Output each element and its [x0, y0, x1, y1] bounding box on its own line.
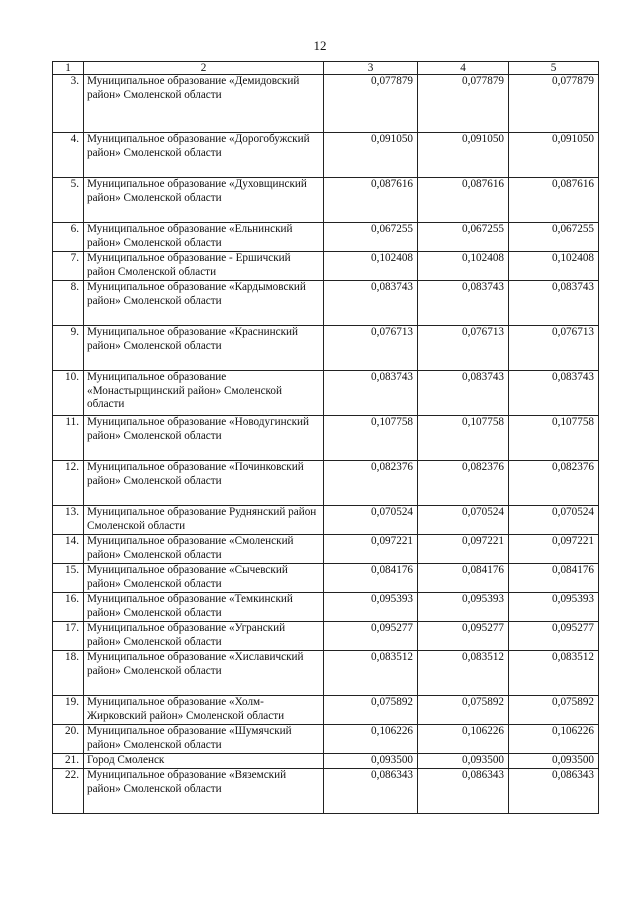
- municipality-name: Муниципальное образование «Краснинский район» Смоленской области: [84, 326, 324, 371]
- municipality-name: Муниципальное образование «Хиславичский район» Смоленской области: [84, 651, 324, 696]
- value-col-4: 0,082376: [418, 461, 509, 506]
- row-number: 17.: [53, 622, 84, 651]
- municipality-name: Муниципальное образование «Темкинский район» Смоленской области: [84, 593, 324, 622]
- coefficients-table: [52, 61, 599, 814]
- value-col-4: 0,067255: [418, 223, 509, 252]
- municipality-name: Муниципальное образование «Вяземский район» Смоленской области: [84, 769, 324, 814]
- row-number: 15.: [53, 564, 84, 593]
- row-number: 12.: [53, 461, 84, 506]
- municipality-name: Муниципальное образование «Угранский район» Смоленской области: [84, 622, 324, 651]
- value-col-4: 0,075892: [418, 696, 509, 725]
- table-header: [53, 62, 599, 75]
- table-row: [53, 769, 599, 814]
- table-row: [53, 371, 599, 416]
- value-col-3: 0,102408: [324, 252, 418, 281]
- value-col-5: 0,106226: [509, 725, 599, 754]
- table-row: [53, 622, 599, 651]
- table-row: [53, 651, 599, 696]
- table-row: [53, 75, 599, 133]
- table-row: [53, 281, 599, 326]
- value-col-4: 0,087616: [418, 178, 509, 223]
- value-col-4: 0,102408: [418, 252, 509, 281]
- value-col-5: 0,077879: [509, 75, 599, 133]
- municipality-name: Муниципальное образование «Дорогобужский район» Смоленской области: [84, 133, 324, 178]
- municipality-name: Муниципальное образование «Новодугинский район» Смоленской области: [84, 416, 324, 461]
- page-number: 12: [313, 38, 327, 53]
- value-col-4: 0,083512: [418, 651, 509, 696]
- column-header-5: 5: [509, 62, 599, 75]
- table-row: [53, 178, 599, 223]
- value-col-3: 0,077879: [324, 75, 418, 133]
- municipality-name: Муниципальное образование «Демидовский район» Смоленской области: [84, 75, 324, 133]
- value-col-4: 0,070524: [418, 506, 509, 535]
- value-col-3: 0,087616: [324, 178, 418, 223]
- value-col-3: 0,086343: [324, 769, 418, 814]
- row-number: 13.: [53, 506, 84, 535]
- table-row: [53, 506, 599, 535]
- value-col-5: 0,107758: [509, 416, 599, 461]
- row-number: 14.: [53, 535, 84, 564]
- municipality-name: Муниципальное образование «Смоленский район» Смоленской области: [84, 535, 324, 564]
- row-number: 18.: [53, 651, 84, 696]
- table-row: [53, 593, 599, 622]
- value-col-4: 0,084176: [418, 564, 509, 593]
- value-col-5: 0,083743: [509, 281, 599, 326]
- row-number: 19.: [53, 696, 84, 725]
- municipality-name: Муниципальное образование «Холм-Жирковский район» Смоленской области: [84, 696, 324, 725]
- row-number: 20.: [53, 725, 84, 754]
- value-col-5: 0,082376: [509, 461, 599, 506]
- table-row: [53, 696, 599, 725]
- value-col-4: 0,083743: [418, 371, 509, 416]
- value-col-3: 0,083743: [324, 371, 418, 416]
- table-row: [53, 326, 599, 371]
- value-col-5: 0,095277: [509, 622, 599, 651]
- value-col-3: 0,083743: [324, 281, 418, 326]
- value-col-4: 0,107758: [418, 416, 509, 461]
- value-col-3: 0,067255: [324, 223, 418, 252]
- table-row: [53, 416, 599, 461]
- value-col-4: 0,106226: [418, 725, 509, 754]
- row-number: 21.: [53, 754, 84, 769]
- value-col-5: 0,091050: [509, 133, 599, 178]
- value-col-3: 0,091050: [324, 133, 418, 178]
- municipality-name: Муниципальное образование «Ельнинский район» Смоленской области: [84, 223, 324, 252]
- value-col-3: 0,095393: [324, 593, 418, 622]
- row-number: 22.: [53, 769, 84, 814]
- column-header-1: 1: [53, 62, 84, 75]
- table-row: [53, 461, 599, 506]
- value-col-3: 0,097221: [324, 535, 418, 564]
- value-col-4: 0,076713: [418, 326, 509, 371]
- value-col-4: 0,095393: [418, 593, 509, 622]
- row-number: 7.: [53, 252, 84, 281]
- value-col-5: 0,070524: [509, 506, 599, 535]
- value-col-5: 0,102408: [509, 252, 599, 281]
- municipality-name: Муниципальное образование «Кардымовский район» Смоленской области: [84, 281, 324, 326]
- row-number: 6.: [53, 223, 84, 252]
- table-row: [53, 133, 599, 178]
- value-col-5: 0,083512: [509, 651, 599, 696]
- row-number: 8.: [53, 281, 84, 326]
- municipality-name: Город Смоленск: [84, 754, 324, 769]
- row-number: 5.: [53, 178, 84, 223]
- municipality-name: Муниципальное образование «Починковский район» Смоленской области: [84, 461, 324, 506]
- value-col-5: 0,095393: [509, 593, 599, 622]
- value-col-4: 0,093500: [418, 754, 509, 769]
- value-col-3: 0,107758: [324, 416, 418, 461]
- value-col-3: 0,083512: [324, 651, 418, 696]
- table-row: [53, 252, 599, 281]
- value-col-5: 0,083743: [509, 371, 599, 416]
- value-col-4: 0,077879: [418, 75, 509, 133]
- value-col-5: 0,087616: [509, 178, 599, 223]
- value-col-5: 0,067255: [509, 223, 599, 252]
- row-number: 9.: [53, 326, 84, 371]
- table-body: [53, 75, 599, 814]
- value-col-4: 0,086343: [418, 769, 509, 814]
- municipality-name: Муниципальное образование «Сычевский район» Смоленской области: [84, 564, 324, 593]
- value-col-3: 0,082376: [324, 461, 418, 506]
- municipality-name: Муниципальное образование «Духовщинский район» Смоленской области: [84, 178, 324, 223]
- municipality-name: Муниципальное образование Руднянский район Смоленской области: [84, 506, 324, 535]
- value-col-3: 0,084176: [324, 564, 418, 593]
- column-header-3: 3: [324, 62, 418, 75]
- table-row: [53, 725, 599, 754]
- table-row: [53, 535, 599, 564]
- value-col-3: 0,095277: [324, 622, 418, 651]
- row-number: 16.: [53, 593, 84, 622]
- value-col-4: 0,097221: [418, 535, 509, 564]
- value-col-3: 0,093500: [324, 754, 418, 769]
- value-col-3: 0,076713: [324, 326, 418, 371]
- row-number: 10.: [53, 371, 84, 416]
- value-col-5: 0,075892: [509, 696, 599, 725]
- value-col-3: 0,075892: [324, 696, 418, 725]
- value-col-5: 0,076713: [509, 326, 599, 371]
- column-header-2: 2: [84, 62, 324, 75]
- value-col-4: 0,091050: [418, 133, 509, 178]
- table-row: [53, 754, 599, 769]
- value-col-5: 0,097221: [509, 535, 599, 564]
- row-number: 3.: [53, 75, 84, 133]
- municipality-name: Муниципальное образование «Шумячский район» Смоленской области: [84, 725, 324, 754]
- municipality-name: Муниципальное образование «Монастырщинский район» Смоленской области: [84, 371, 324, 416]
- table-row: [53, 223, 599, 252]
- value-col-4: 0,095277: [418, 622, 509, 651]
- row-number: 11.: [53, 416, 84, 461]
- row-number: 4.: [53, 133, 84, 178]
- value-col-5: 0,093500: [509, 754, 599, 769]
- value-col-3: 0,070524: [324, 506, 418, 535]
- value-col-3: 0,106226: [324, 725, 418, 754]
- table-row: [53, 564, 599, 593]
- value-col-5: 0,084176: [509, 564, 599, 593]
- value-col-5: 0,086343: [509, 769, 599, 814]
- column-header-4: 4: [418, 62, 509, 75]
- value-col-4: 0,083743: [418, 281, 509, 326]
- municipality-name: Муниципальное образование - Ершичский район Смоленской области: [84, 252, 324, 281]
